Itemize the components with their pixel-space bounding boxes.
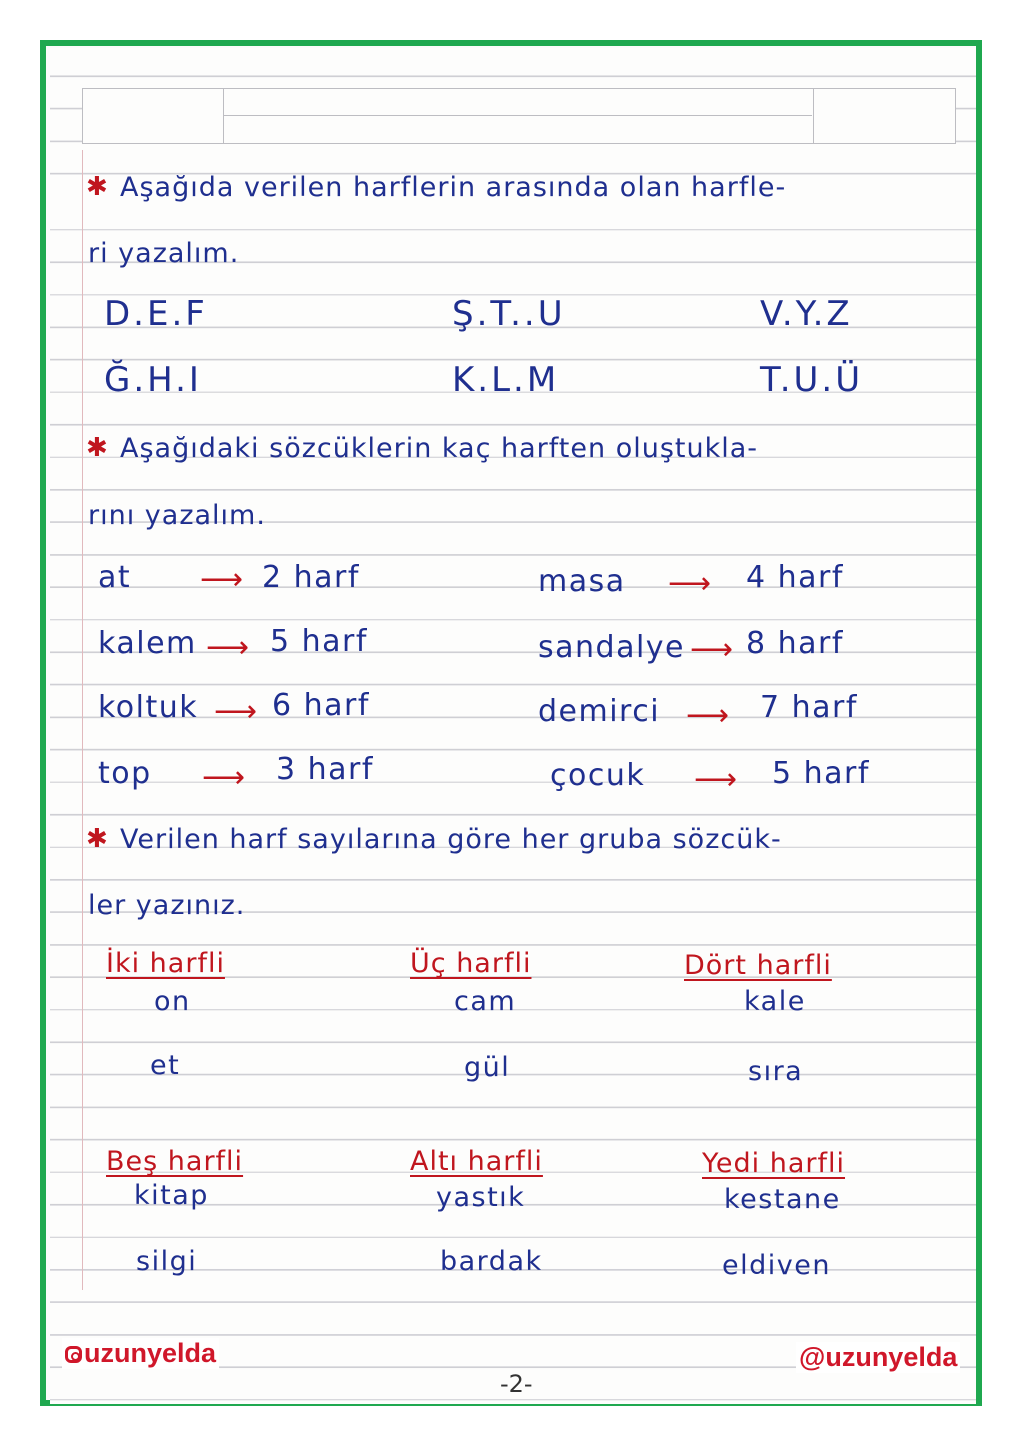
group-word: sıra <box>748 1056 804 1087</box>
letter-count: 8 harf <box>746 626 844 661</box>
arrow-icon: ⟶ <box>214 694 258 729</box>
group-word: yastık <box>436 1182 526 1213</box>
word: sandalye <box>538 630 685 665</box>
instruction-3-line1: Verilen harf sayılarına göre her gruba sözcük- <box>120 824 782 855</box>
star-icon: ✱ <box>86 433 108 463</box>
word: masa <box>538 564 626 599</box>
word: at <box>98 560 132 595</box>
group-heading: Dört harfli <box>684 950 832 981</box>
group-word: eldiven <box>722 1250 831 1281</box>
star-icon: ✱ <box>86 824 108 854</box>
word: çocuk <box>550 758 646 793</box>
arrow-icon: ⟶ <box>206 630 250 665</box>
group-word: kestane <box>724 1184 841 1215</box>
word: demirci <box>538 694 661 729</box>
group-word: kale <box>744 986 806 1017</box>
letter-group: T.U.Ü <box>760 360 864 400</box>
group-word: bardak <box>440 1246 543 1277</box>
letter-count: 5 harf <box>772 756 870 791</box>
star-icon: ✱ <box>86 172 108 202</box>
letter-count: 4 harf <box>746 560 844 595</box>
letter-group: D.E.F <box>104 294 208 334</box>
group-heading: Üç harfli <box>410 948 532 979</box>
word: koltuk <box>98 690 199 725</box>
letter-count: 5 harf <box>270 624 368 659</box>
letter-group: Ş.T..U <box>452 294 566 334</box>
letter-count: 7 harf <box>760 690 858 725</box>
group-heading: Altı harfli <box>410 1146 543 1177</box>
arrow-icon: ⟶ <box>686 698 730 733</box>
word: top <box>98 756 152 791</box>
instagram-icon <box>65 1346 82 1363</box>
letter-group: Ğ.H.I <box>104 360 202 400</box>
instruction-2-line2: rını yazalım. <box>88 500 266 531</box>
letter-group: K.L.M <box>452 360 560 400</box>
watermark-right: @uzunyelda <box>796 1342 960 1373</box>
group-heading: İki harfli <box>106 948 225 979</box>
group-word: et <box>150 1050 181 1081</box>
group-word: kitap <box>134 1180 209 1211</box>
group-word: on <box>154 986 191 1017</box>
letter-group: V.Y.Z <box>760 294 853 334</box>
letter-count: 2 harf <box>262 560 360 595</box>
margin-line <box>82 150 83 1290</box>
page-number: -2- <box>500 1370 533 1398</box>
instruction-1-line1: Aşağıda verilen harflerin arasında olan harfle- <box>120 172 787 203</box>
group-word: cam <box>454 986 517 1017</box>
header-box <box>82 88 956 144</box>
arrow-icon: ⟶ <box>668 566 712 601</box>
group-word: silgi <box>136 1246 198 1277</box>
group-heading: Yedi harfli <box>702 1148 846 1179</box>
watermark-left: uzunyelda <box>62 1338 219 1369</box>
instruction-2-line1: Aşağıdaki sözcüklerin kaç harften oluştukla- <box>120 433 759 464</box>
word: kalem <box>98 626 197 661</box>
instruction-3-line2: ler yazınız. <box>88 890 246 921</box>
letter-count: 6 harf <box>272 688 370 723</box>
arrow-icon: ⟶ <box>690 632 734 667</box>
arrow-icon: ⟶ <box>694 762 738 797</box>
group-word: gül <box>464 1052 511 1083</box>
instruction-1-line2: ri yazalım. <box>88 238 240 269</box>
arrow-icon: ⟶ <box>200 562 244 597</box>
group-heading: Beş harfli <box>106 1146 244 1177</box>
letter-count: 3 harf <box>276 752 374 787</box>
arrow-icon: ⟶ <box>202 760 246 795</box>
